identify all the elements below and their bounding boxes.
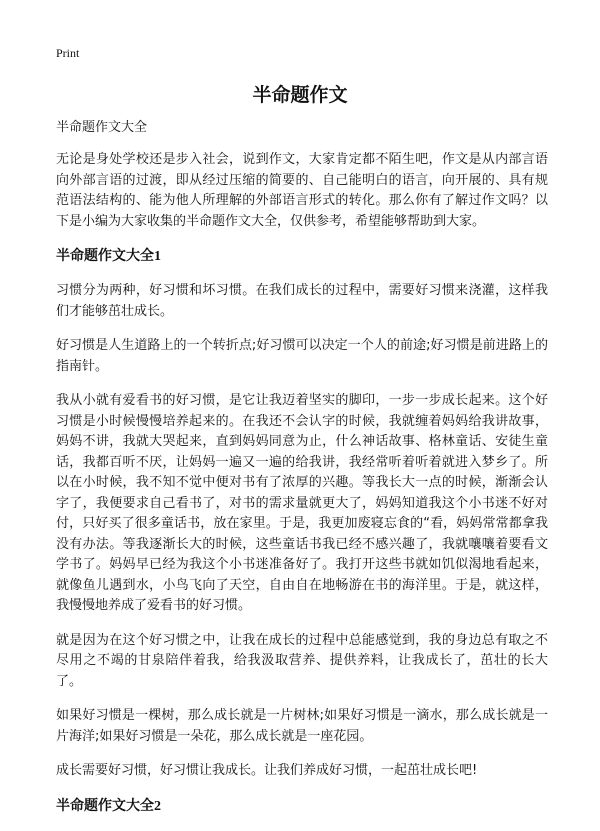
section-1-paragraph-6: 成长需要好习惯，好习惯让我成长。让我们养成好习惯，一起茁壮成长吧! [56, 763, 478, 778]
section-heading-text: 半命题作文大全 [56, 797, 154, 814]
section-heading-number: 2 [154, 798, 161, 814]
section-heading-1 [56, 246, 548, 267]
section-1-paragraph-3: 我从小就有爱看书的好习惯，是它让我迈着坚实的脚印，一步一步成长起来。这个好习惯是小时候慢慢培养起来的。在我还不会认字的时候，我就缠着妈妈给我讲故事，妈妈不讲，我就大哭起来，直到妈妈同意为止，什么神话故事、格林童话、安徒生童话，我都百听不厌，让妈妈一遍又一遍的给我讲，我经常听着听着就进入梦乡了。所以在小时候，我不知不觉中便对书有了浓厚的兴趣。等我长大一点的时候，渐渐会认字了，我便要求自己看书了，对书的需求量就更大了，妈妈知道我这个小书迷不好对付，只好买了很多童话书，放在家里。于是，我更加废寝忘食的“看，妈妈常常都拿我没有办法。等我逐渐长大的时候，这些童话书我已经不感兴趣了，我就嚷嚷着要看文学书了。妈妈早已经为我这个小书迷准备好了。我打开这些书就如饥似渴地看起来，就像鱼儿遇到水，小鸟飞向了天空，自由自在地畅游在书的海洋里。于是，就这样，我慢慢地养成了爱看书的好习惯。 [56, 393, 548, 613]
document-subtitle: 半命题作文大全 [56, 120, 148, 135]
section-1-paragraph-2: 好习惯是人生道路上的一个转折点;好习惯可以决定一个人的前途;好习惯是前进路上的指南针。 [56, 338, 548, 374]
print-link[interactable]: Print [56, 46, 80, 60]
page-title: 半命题作文 [252, 84, 348, 106]
document-body [56, 118, 548, 831]
section-1-paragraph-1: 习惯分为两种，好习惯和坏习惯。在我们成长的过程中，需要好习惯来浇灌，这样我们才能够茁壮成长。 [56, 283, 548, 319]
section-heading-number: 1 [154, 249, 161, 264]
section-1-paragraph-4: 就是因为在这个好习惯之中，让我在成长的过程中总能感觉到，我的身边总有取之不尽用之不竭的甘泉陪伴着我，给我汲取营养、提供养料，让我成长了，茁壮的长大了。 [56, 632, 548, 689]
intro-paragraph: 无论是身处学校还是步入社会，说到作文，大家肯定都不陌生吧，作文是从内部言语向外部言语的过渡，即从经过压缩的简要的、自己能明白的语言，向开展的、具有规范语法结构的、能为他人所理解的外部语言形式的转化。那么你有了解过作文吗？以下是小编为大家收集的半命题作文大全，仅供参考，希望能够帮助到大家。 [56, 152, 548, 229]
section-1-paragraph-5: 如果好习惯是一棵树，那么成长就是一片树林;如果好习惯是一滴水，那么成长就是一片海洋;如果好习惯是一朵花，那么成长就是一座花园。 [56, 708, 548, 744]
section-heading-2 [56, 796, 548, 817]
section-heading-text: 半命题作文大全 [56, 248, 154, 264]
